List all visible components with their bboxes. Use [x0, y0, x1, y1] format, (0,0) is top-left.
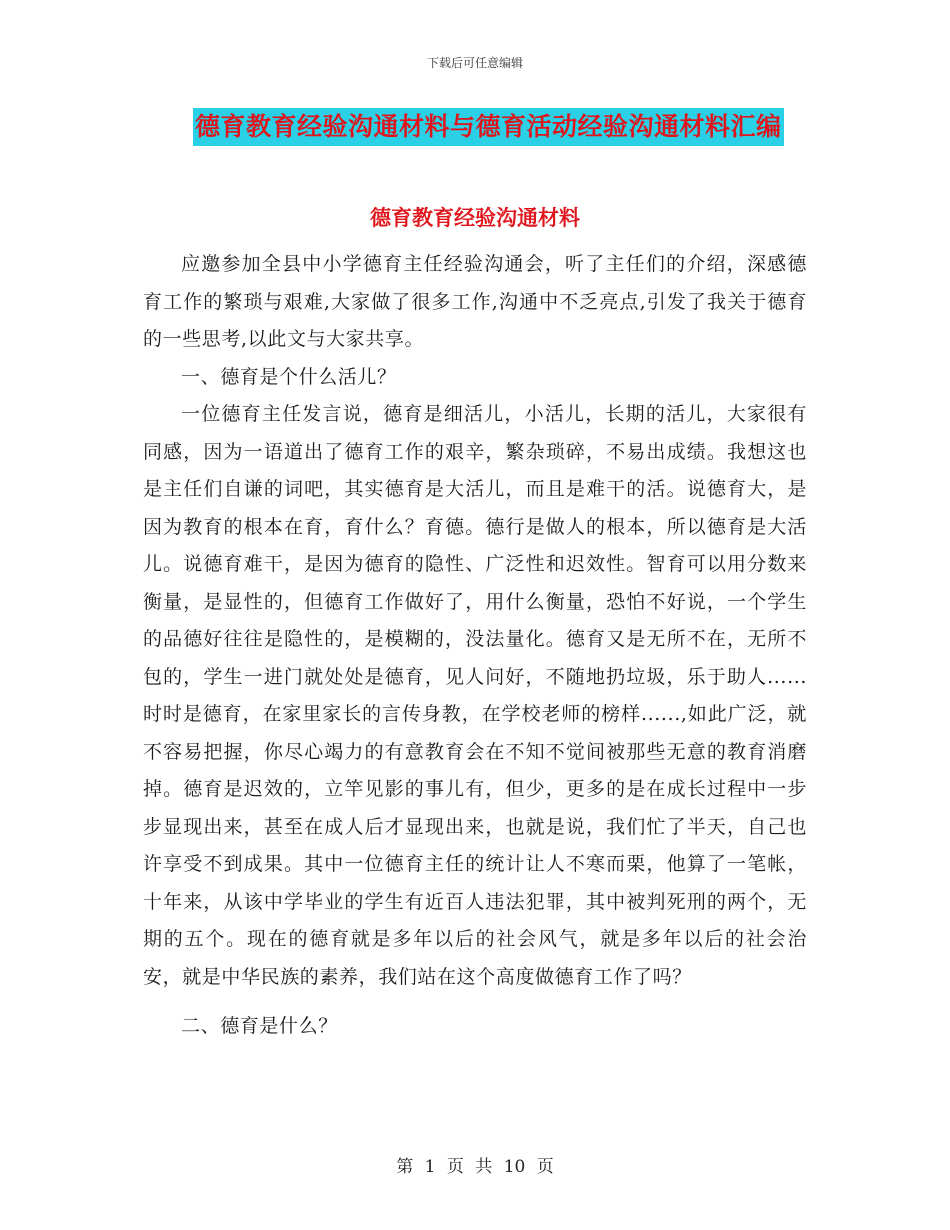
- document-main-title: 德育教育经验沟通材料与德育活动经验沟通材料汇编: [193, 108, 784, 146]
- section-heading-2: 二、德育是什么？: [181, 1015, 338, 1037]
- paragraph-intro: 应邀参加全县中小学德育主任经验沟通会，听了主任们的介绍，深感德育工作的繁琐与艰难,大家做了很多工作,沟通中不乏亮点,引发了我关于德育的一些思考,以此文与大家共享。: [143, 253, 807, 350]
- page-header-note: 下载后可任意编辑: [426, 56, 523, 70]
- paragraph-body: 一位德育主任发言说，德育是细活儿，小活儿，长期的活儿，大家很有同感，因为一语道出了德育工作的艰辛，繁杂琐碎，不易出成绩。我想这也是主任们自谦的词吧，其实德育是大活儿，而且是难干的活。说德育大，是因为教育的根本在育，育什么？育德。德行是做人的根本，所以德育是大活儿。说德育难干，是因为德育的隐性、广泛性和迟效性。智育可以用分数来衡量，是显性的，但德育工作做好了，用什么衡量，恐怕不好说，一个学生的品德好往往是隐性的，是模糊的，没法量化。德育又是无所不在，无所不包的，学生一进门就处处是德育，见人问好，不随地扔垃圾，乐于助人......时时是德育，在家里家长的言传身教，在学校老师的榜样......,如此广泛，就不容易把握，你尽心竭力的有意教育会在不知不觉间被那些无意的教育消磨掉。德育是迟效的，立竿见影的事儿有，但少，更多的是在成长过程中一步步显现出来，甚至在成人后才显现出来，也就是说，我们忙了半天，自己也许享受不到成果。其中一位德育主任的统计让人不寒而栗，他算了一笔帐，十年来，从该中学毕业的学生有近百人违法犯罪，其中被判死刑的两个，无期的五个。现在的德育就是多年以后的社会风气，就是多年以后的社会治安，就是中华民族的素养，我们站在这个高度做德育工作了吗？: [143, 403, 807, 988]
- page-footer: 第 1 页 共 10 页: [396, 1157, 554, 1177]
- section-title: 德育教育经验沟通材料: [370, 206, 580, 230]
- section-heading-1: 一、德育是个什么活儿？: [181, 365, 397, 388]
- document-body: [143, 246, 807, 1046]
